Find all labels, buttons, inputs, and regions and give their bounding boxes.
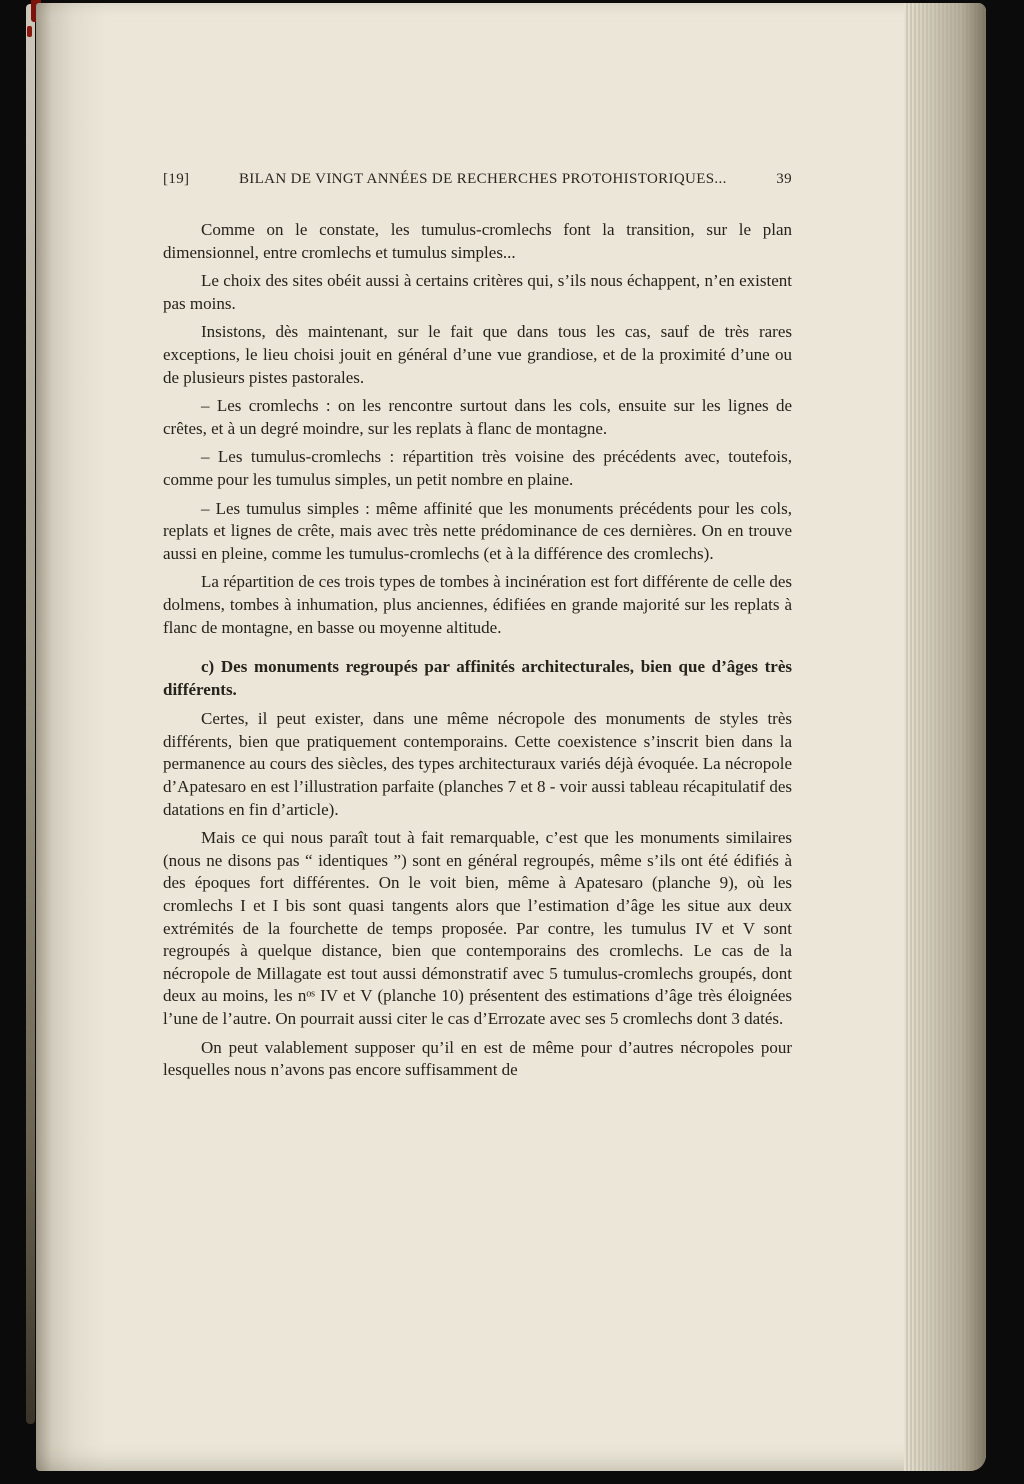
book-spine-shadow	[36, 3, 106, 1471]
scan-artifact	[27, 26, 32, 37]
page-edge-stack	[904, 3, 986, 1471]
body-paragraph: On peut valablement supposer qu’il en est de même pour d’autres nécropoles pour lesquelles nous n’avons pas encore suffisamment de	[163, 1037, 792, 1080]
body-paragraph: La répartition de ces trois types de tombes à incinération est fort différente de celle des dolmens, tombes à inhumation, plus anciennes, édifiées en grande majorité sur les replats à flanc de montagne, en basse ou moyenne altitude.	[163, 572, 792, 637]
article-index: [19]	[163, 171, 190, 187]
running-title: BILAN DE VINGT ANNÉES DE RECHERCHES PROTOHISTORIQUES...	[238, 171, 727, 187]
body-paragraph: Insistons, dès maintenant, sur le fait que dans tous les cas, sauf de très rares exceptions, le lieu choisi jouit en général d’une vue grandiose, et de la proximité d’une ou de plusieurs pistes pastorales.	[163, 322, 792, 387]
book-page	[36, 3, 986, 1471]
running-header	[163, 171, 792, 188]
page-number: 39	[776, 171, 792, 187]
body-paragraph: Mais ce qui nous paraît tout à fait remarquable, c’est que les monuments similaires (nous ne disons pas “ identiques ”) sont en général regroupés, même s’ils ont été édifiés à des époques fort différentes. On le voit bien, même à Apatesaro (planche 9), où les cromlechs I et I bis sont quasi tangents alors que l’estimation d’âge les situe aux deux extrémités de la fourchette de temps proposée. Par contre, les tumulus IV et V sont regroupés à quelque distance, bien que contemporains des cromlechs. Le cas de la nécropole de Millagate est tout aussi démonstratif avec 5 tumulus-cromlechs groupés, dont deux au moins, les nᵒˢ IV et V (planche 10) présentent des estimations d’âge très éloignées l’une de l’autre. On pourrait aussi citer le cas d’Errozate avec ses 5 cromlechs dont 3 datés.	[163, 828, 792, 1028]
body-paragraph: – Les tumulus simples : même affinité que les monuments précédents pour les cols, replats et lignes de crête, mais avec très nette prédominance de ces dernières. On en trouve aussi en pleine, comme les tumulus-cromlechs (et à la différence des cromlechs).	[163, 498, 792, 563]
body-paragraph: Certes, il peut exister, dans une même nécropole des monuments de styles très différents, bien que pratiquement contemporains. Cette coexistence s’inscrit bien dans la permanence au cours des siècles, des types architecturaux variés déjà évoquée. La nécropole d’Apatesaro en est l’illustration parfaite (planches 7 et 8 - voir aussi tableau récapitulatif des datations en fin d’article).	[163, 709, 792, 819]
body-paragraph: Le choix des sites obéit aussi à certains critères qui, s’ils nous échappent, n’en existent pas moins.	[163, 271, 792, 313]
facing-page-edge	[26, 4, 35, 1424]
page-body	[163, 219, 792, 1082]
body-paragraph: – Les tumulus-cromlechs : répartition très voisine des précédents avec, toutefois, comme pour les tumulus simples, un petit nombre en plaine.	[163, 447, 792, 489]
section-heading: c) Des monuments regroupés par affinités architecturales, bien que d’âges très différents.	[163, 657, 792, 699]
page-content	[163, 171, 792, 1088]
body-paragraph: Comme on le constate, les tumulus-cromlechs font la transition, sur le plan dimensionnel, entre cromlechs et tumulus simples...	[163, 220, 792, 262]
body-paragraph: – Les cromlechs : on les rencontre surtout dans les cols, ensuite sur les lignes de crêtes, et à un degré moindre, sur les replats à flanc de montagne.	[163, 396, 792, 438]
